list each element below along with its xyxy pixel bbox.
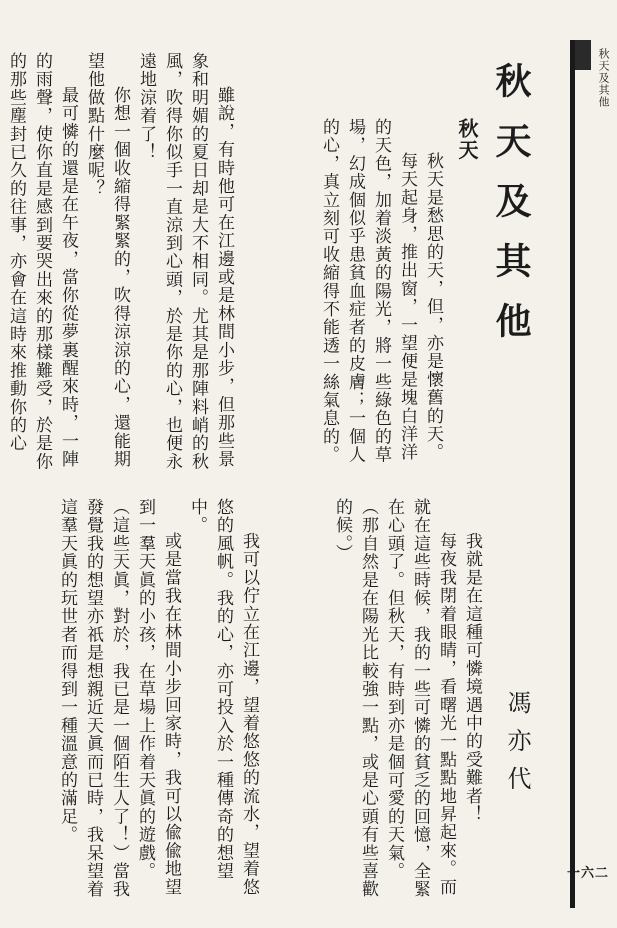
paragraph-2: 每天起身，推出窗，一望便是塊白洋洋的天色，加着淡黃的陽光，將一些綠色的草場，幻成個似乎患貧血症者的皮膚；一個人的心，真立刻可收縮得不能透一絲氣息的。: [319, 118, 417, 464]
paragraph-1: 秋天是愁思的天，但，亦是懷舊的天。: [423, 152, 443, 462]
page-number: 一六二: [566, 866, 609, 881]
paragraph-7: 每夜我閉着眼睛，看曙光一點點地昇起來。而就在這些時候，我的一些可憐的貧乏的回憶，全緊在心頭了。但秋天，有時到亦是個可愛的天氣。（那自然是在陽光比較強一點，或是心頭有些喜歡的候。）: [332, 498, 456, 899]
running-head-band: [575, 40, 591, 70]
paragraph-3: 雖說，有時他可在江邊或是林間小步，但那些景象和明媚的夏日却是大不相同。尤其是那陣料峭的秋風，吹得你似手一直涼到心頭，於是你的心，也便永遠地涼着了！: [136, 52, 234, 471]
text-column-upper-right: [250, 118, 480, 478]
paragraph-6: 我就是在這種可憐境遇中的受難者！: [462, 532, 482, 824]
running-head: 秋天及其他: [597, 48, 610, 108]
paragraph-8: 我可以佇立在江邊，望着悠悠的流水，望着悠悠的風帆。我的心，亦可投入於一種傳奇的想望中。: [187, 498, 259, 896]
paragraph-5: 最可憐的還是在午夜，當你從夢裏醒來時，一陣的雨聲，使你直是感到要哭出來的那樣難受，於是你的那些塵封已久的往事，亦會在這時來推動你的心: [6, 52, 78, 471]
section-heading: 秋天: [455, 118, 479, 161]
paragraph-4: 你想一個收縮得緊緊的，吹得涼涼的心，還能期望他做點什麼呢？: [84, 52, 130, 469]
margin-rule: [570, 40, 575, 908]
article-author: 馮亦代: [503, 690, 531, 804]
text-column-upper-left: [6, 52, 237, 480]
text-column-lower-left: [22, 498, 262, 908]
paragraph-9: 或是當我在林間小步回家時，我可以偸偸地望到一羣天眞的小孩，在草場上作着天眞的遊戲。（這些天眞，對於，我已是一個陌生人了！）當我發覺我的想望亦祇是想親近天眞而已時，我呆望着這羣天眞的玩世者而得到一種溫意的滿足。: [57, 498, 181, 899]
article-title: 秋天及其他: [490, 62, 532, 362]
text-column-lower-right: [270, 498, 485, 908]
